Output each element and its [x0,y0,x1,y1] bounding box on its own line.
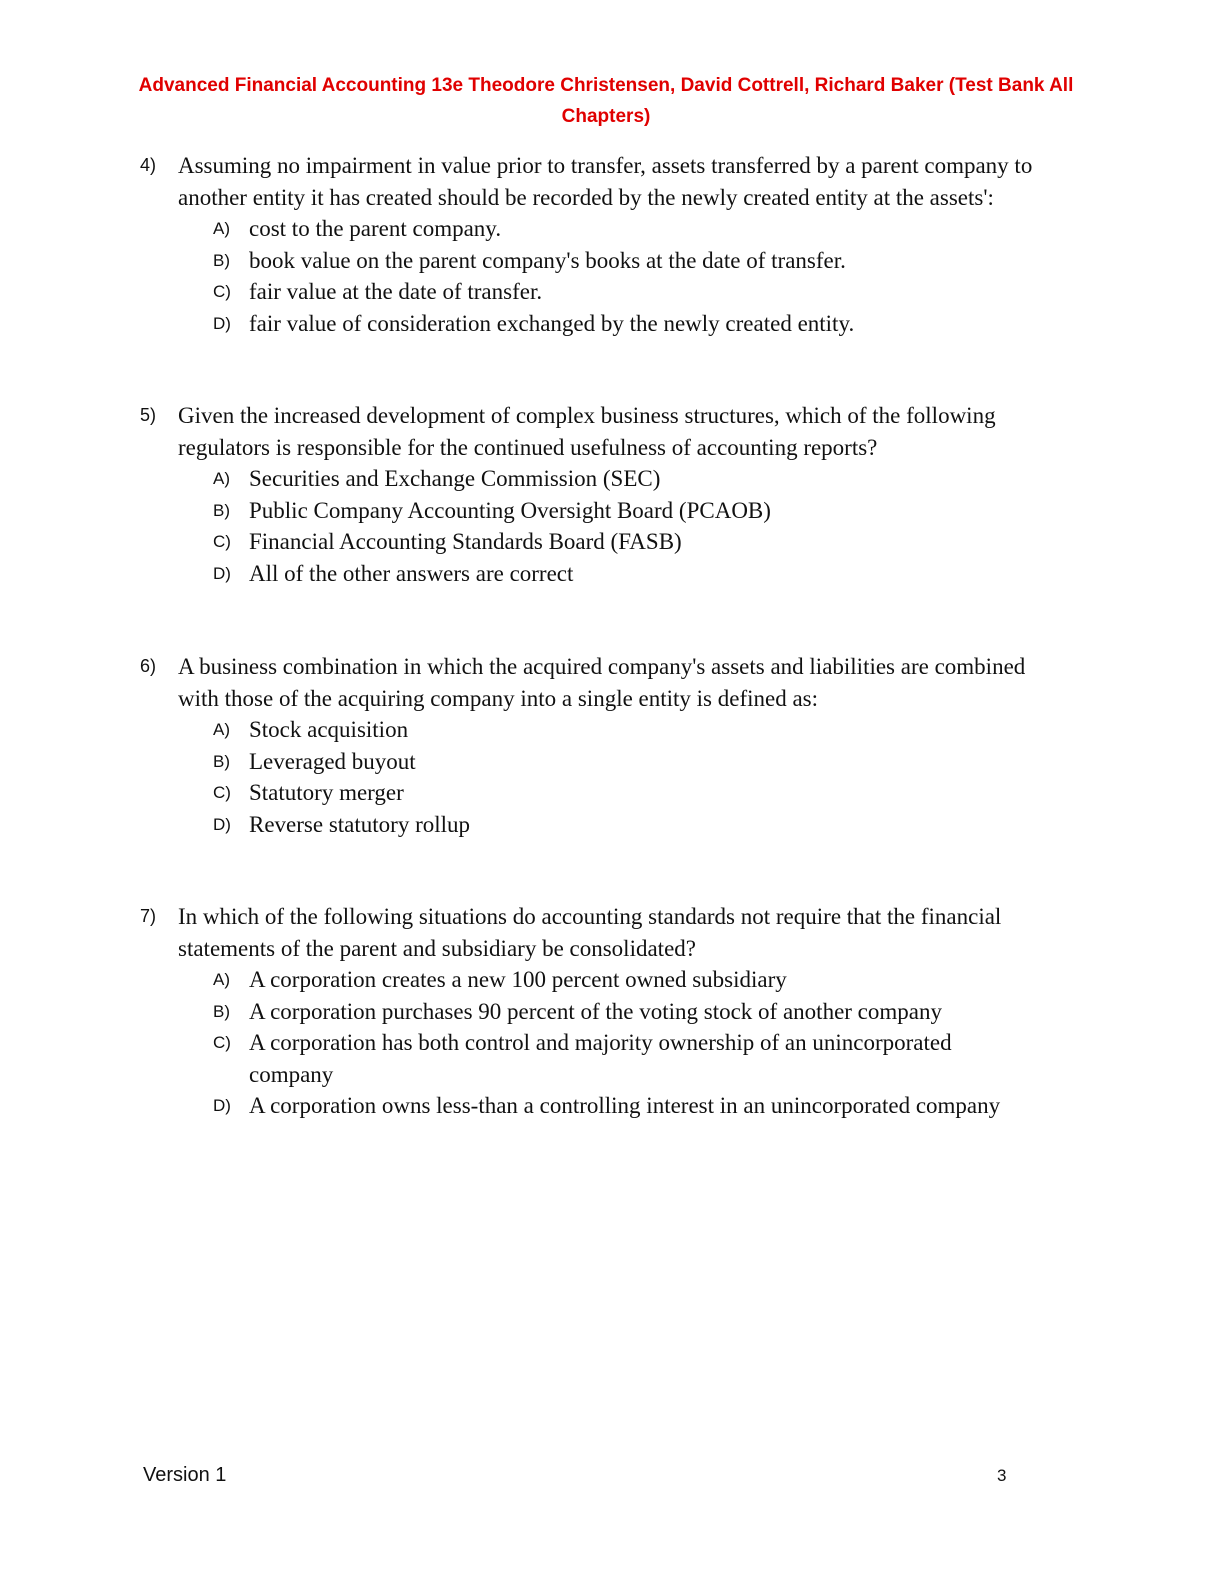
option-text: Leveraged buyout [249,748,416,774]
answer-options [213,463,1070,589]
option-text: Public Company Accounting Oversight Board (PCAOB) [249,497,771,523]
option-letter: A) [213,219,230,238]
question-4 [140,150,1070,339]
answer-option-c [213,526,1070,558]
option-letter: A) [213,469,230,488]
option-letter: B) [213,500,230,520]
option-text: book value on the parent company's books at the date of transfer. [249,247,846,273]
answer-option-c [213,1027,1070,1090]
option-letter: B) [213,1001,230,1021]
question-5 [140,400,1070,589]
answer-option-d [213,809,1070,841]
footer-version: Version 1 [143,1464,227,1486]
answer-option-b [213,495,1070,527]
document-header-title: Advanced Financial Accounting 13e Theodore Christensen, David Cottrell, Richard Baker (Test Bank All Chapters) [138,75,1074,127]
question-number: 4) [140,155,157,175]
answer-option-a [213,714,1070,746]
question-text: A business combination in which the acquired company's assets and liabilities are combined with those of the acquiring company into a single entity is defined as: [178,654,1026,711]
option-text: A corporation has both control and majority ownership of an unincorporated company [249,1030,952,1087]
question-text: In which of the following situations do accounting standards not require that the financial statements of the parent and subsidiary be consolidated? [178,904,1002,961]
answer-option-d [213,558,1070,590]
answer-option-a [213,463,1070,495]
answer-option-b [213,245,1070,277]
option-letter: B) [213,250,230,270]
answer-options [213,714,1070,840]
option-letter: A) [213,720,230,739]
answer-option-a [213,964,1070,996]
option-letter: B) [213,751,230,771]
question-number: 7) [140,906,157,926]
question-7 [140,901,1070,1122]
option-letter: C) [213,1033,231,1052]
option-letter: D) [213,563,231,583]
option-text: cost to the parent company. [249,216,502,241]
option-text: Stock acquisition [249,717,409,742]
question-text: Assuming no impairment in value prior to transfer, assets transferred by a parent company to another entity it has created should be recorded by the newly created entity at the assets': [178,153,1033,210]
option-text: Financial Accounting Standards Board (FASB) [249,529,682,554]
answer-option-a [213,213,1070,245]
answer-option-c [213,276,1070,308]
answer-option-b [213,996,1070,1028]
question-number: 5) [140,405,157,425]
answer-option-b [213,746,1070,778]
option-text: A corporation owns less-than a controlling interest in an unincorporated company [249,1093,1001,1118]
option-text: Reverse statutory rollup [249,811,471,837]
option-text: A corporation creates a new 100 percent owned subsidiary [249,967,787,992]
option-letter: C) [213,282,231,301]
option-letter: A) [213,970,230,989]
answer-options [213,964,1070,1122]
option-letter: C) [213,783,231,802]
option-text: fair value at the date of transfer. [249,279,543,304]
question-number: 6) [140,656,157,676]
option-letter: D) [213,814,231,834]
answer-option-c [213,777,1070,809]
option-text: Securities and Exchange Commission (SEC) [249,466,661,491]
option-text: Statutory merger [249,780,404,805]
answer-option-d [213,308,1070,340]
option-text: A corporation purchases 90 percent of the voting stock of another company [249,998,942,1024]
option-text: All of the other answers are correct [249,560,574,586]
answer-option-d [213,1090,1070,1122]
option-letter: D) [213,313,231,333]
option-letter: C) [213,532,231,551]
question-text: Given the increased development of complex business structures, which of the following regulators is responsible for the continued usefulness of accounting reports? [178,403,996,460]
answer-options [213,213,1070,339]
option-text: fair value of consideration exchanged by the newly created entity. [249,310,855,336]
question-6 [140,651,1070,840]
option-letter: D) [213,1096,231,1115]
footer-page-number: 3 [997,1466,1007,1485]
